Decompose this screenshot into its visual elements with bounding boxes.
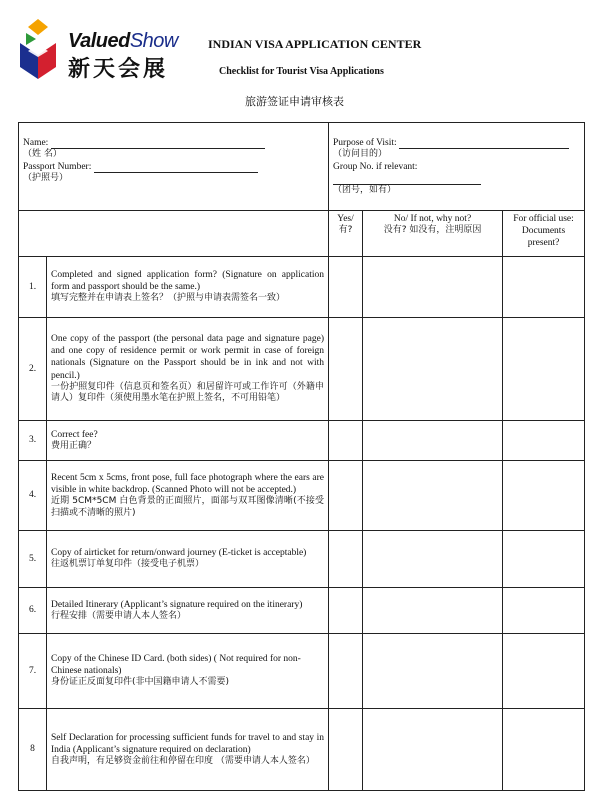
yes-header: Yes/ 有? xyxy=(329,211,363,257)
official-cell[interactable] xyxy=(503,531,585,588)
no-cell[interactable] xyxy=(363,257,503,318)
yes-cell[interactable] xyxy=(329,634,363,709)
no-cell[interactable] xyxy=(363,709,503,791)
applicant-info-row xyxy=(19,123,585,211)
page-subtitle: Checklist for Tourist Visa Applications xyxy=(219,66,384,77)
table-row: 6. Detailed Itinerary (Applicant’s signature required on the itinerary) 行程安排（需要申请人本人签名） xyxy=(19,588,585,634)
table-row: 7. Copy of the Chinese ID Card. (both sides) ( Not required for non-Chinese nationals) 身份证正反面复印件(非中国籍申请人不需要) xyxy=(19,634,585,709)
official-cell[interactable] xyxy=(503,257,585,318)
applicant-cell xyxy=(19,123,329,211)
passport-field[interactable] xyxy=(94,172,258,173)
brand-part-1: Valued xyxy=(68,30,130,52)
no-cell[interactable] xyxy=(363,588,503,634)
yes-cell[interactable] xyxy=(329,531,363,588)
no-cell[interactable] xyxy=(363,634,503,709)
group-field[interactable] xyxy=(333,174,481,185)
official-cell[interactable] xyxy=(503,588,585,634)
no-cell[interactable] xyxy=(363,461,503,531)
official-cell[interactable] xyxy=(503,461,585,531)
table-row: 3. Correct fee? 费用正确？ xyxy=(19,421,585,461)
no-cell[interactable] xyxy=(363,318,503,421)
brand-wordmark xyxy=(68,30,178,53)
passport-label-cn: （护照号） xyxy=(23,172,69,183)
brand-part-2: Show xyxy=(129,30,178,52)
passport-label: Passport Number: xyxy=(23,161,92,172)
purpose-field[interactable] xyxy=(399,148,569,149)
table-row: 4. Recent 5cm x 5cms, front pose, full face photograph where the ears are visible in white backdrop. (Scanned Photo will not be accepted.) 近期 5CM*5CM 白色背景的正面照片，面部与双耳图像清晰(不接受扫描或不清晰的照片) xyxy=(19,461,585,531)
yes-cell[interactable] xyxy=(329,709,363,791)
page-title: INDIAN VISA APPLICATION CENTER xyxy=(208,37,422,51)
group-label: Group No. if relevant: xyxy=(333,161,418,172)
no-cell[interactable] xyxy=(363,421,503,461)
table-row: 8 Self Declaration for processing sufficient funds for travel to and stay in India (Applicant’s signature required on declaration) 自我声明，有足够资金前往和停留在印度 （需要申请人本人签名） xyxy=(19,709,585,791)
table-row: 2. One copy of the passport (the personal data page and signature page) and one copy of residence permit or work permit in case of foreign nationals (Signature on the Passport should be in ink and not with pencil.) 一份护照复印件（信息页和签名页）和居留许可或工作许可（外籍申请人）复印件（须使用墨水笔在护照上签名，不可用铅笔） xyxy=(19,318,585,421)
visit-cell xyxy=(329,123,585,211)
valuedshow-logo-icon xyxy=(18,17,58,81)
checklist-table xyxy=(18,122,585,791)
official-header: For official use: Documents present? xyxy=(503,211,585,257)
yes-cell[interactable] xyxy=(329,257,363,318)
no-cell[interactable] xyxy=(363,531,503,588)
yes-cell[interactable] xyxy=(329,318,363,421)
yes-cell[interactable] xyxy=(329,588,363,634)
official-cell[interactable] xyxy=(503,634,585,709)
brand-chinese: 新天会展 xyxy=(68,57,169,82)
official-cell[interactable] xyxy=(503,318,585,421)
table-row: 5. Copy of airticket for return/onward journey (E-ticket is acceptable) 往返机票订单复印件（接受电子机票） xyxy=(19,531,585,588)
name-field[interactable] xyxy=(51,148,265,149)
official-cell[interactable] xyxy=(503,709,585,791)
purpose-label: Purpose of Visit: xyxy=(333,138,397,148)
column-header-row xyxy=(19,211,585,257)
purpose-label-cn: （访问目的） xyxy=(333,149,388,160)
no-header: No/ If not, why not? 没有? 如没有，注明原因 xyxy=(363,211,503,257)
page-subtitle-cn: 旅游签证申请审核表 xyxy=(245,95,344,108)
name-label: Name: xyxy=(23,138,49,148)
name-label-cn: （姓 名） xyxy=(23,149,62,160)
yes-cell[interactable] xyxy=(329,421,363,461)
table-row: 1. Completed and signed application form? (Signature on application form and passport should be the same.) 填写完整并在申请表上签名？（护照与申请表需签名一致） xyxy=(19,257,585,318)
group-label-cn: （团号，如有） xyxy=(333,184,397,195)
yes-cell[interactable] xyxy=(329,461,363,531)
official-cell[interactable] xyxy=(503,421,585,461)
